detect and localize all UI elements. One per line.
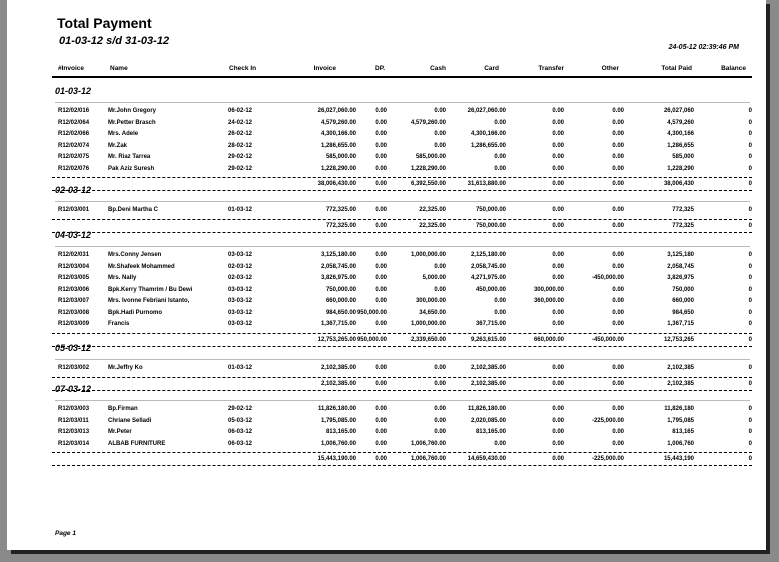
cell-dp: 0.00: [375, 252, 387, 258]
cell-invoice-no: R12/03/004: [58, 263, 90, 270]
cell-name: Bp.Firman: [108, 406, 138, 412]
table-row: [52, 250, 752, 262]
cell-other: 0.00: [612, 440, 624, 447]
cell-check-in: 02-03-12: [228, 263, 253, 270]
cell-other: 0.00: [612, 309, 624, 316]
cell-invoice: 1,286,655.00: [320, 142, 356, 149]
total-cell-card: 750,000.00: [475, 222, 506, 229]
cell-check-in: 24-02-12: [228, 119, 253, 126]
cell-dp: 0.00: [375, 365, 387, 371]
cell-check-in: 26-02-12: [228, 131, 253, 137]
cell-invoice: 26,027,060.00: [317, 108, 356, 114]
cell-balance: 0: [748, 275, 752, 281]
cell-cash: 0.00: [434, 417, 446, 424]
total-cell-invoice: 38,006,430.00: [317, 181, 356, 187]
cell-invoice-no: R12/02/076: [58, 165, 90, 172]
cell-dp: 950,000.00: [356, 309, 387, 316]
cell-total-paid: 3,826,975: [667, 275, 694, 281]
cell-card: 2,020,085.00: [470, 417, 506, 424]
cell-total-paid: 4,579,260: [667, 119, 694, 126]
cell-balance: 0: [748, 298, 752, 304]
cell-cash: 0.00: [434, 429, 446, 435]
total-cell-balance: 0: [748, 181, 752, 187]
cell-check-in: 28-02-12: [228, 142, 253, 149]
cell-invoice-no: R12/03/001: [58, 207, 90, 213]
report-title: Total Payment: [57, 15, 152, 31]
table-row: [52, 308, 752, 320]
cell-cash: 34,650.00: [419, 309, 446, 316]
col-total-paid: Total Paid: [661, 65, 692, 72]
total-cell-balance: 0: [748, 456, 752, 462]
cell-total-paid: 1,795,085: [667, 417, 694, 424]
cell-transfer: 0.00: [552, 142, 564, 149]
cell-balance: 0: [748, 286, 752, 293]
cell-invoice-no: R12/02/064: [58, 119, 90, 126]
col-invoice: Invoice: [313, 65, 336, 72]
cell-balance: 0: [748, 321, 752, 327]
cell-name: Mrs.Conny Jensen: [108, 252, 162, 258]
cell-name: Mr.Jeffry Ko: [108, 365, 143, 371]
total-cell-total-paid: 2,102,385: [667, 380, 694, 387]
cell-transfer: 0.00: [552, 119, 564, 126]
cell-other: 0.00: [612, 286, 624, 293]
total-cell-card: 2,102,385.00: [470, 380, 506, 387]
total-cell-other: -450,000.00: [591, 336, 624, 343]
total-cell-cash: 0.00: [434, 380, 446, 387]
cell-other: 0.00: [612, 263, 624, 270]
table-row: [52, 363, 752, 375]
total-cell-transfer: 0.00: [552, 380, 564, 387]
cell-invoice-no: R12/02/075: [58, 154, 90, 160]
cell-transfer: 0.00: [552, 440, 564, 447]
table-row: [52, 427, 752, 439]
cell-other: 0.00: [612, 298, 624, 304]
cell-invoice-no: R12/02/066: [58, 131, 90, 137]
cell-other: 0.00: [612, 154, 624, 160]
table-row: [52, 152, 752, 164]
cell-dp: 0.00: [375, 298, 387, 304]
cell-balance: 0: [748, 417, 752, 424]
cell-card: 0.00: [494, 154, 506, 160]
cell-name: Mr.Peter: [108, 429, 132, 435]
col-balance: Balance: [721, 65, 746, 72]
cell-transfer: 360,000.00: [533, 298, 564, 304]
cell-invoice-no: R12/03/005: [58, 275, 90, 281]
group-date: 01-03-12: [55, 84, 750, 103]
cell-card: 450,000.00: [475, 286, 506, 293]
table-row: [52, 319, 752, 331]
group-date: 05-03-12: [55, 341, 750, 360]
cell-total-paid: 772,325: [672, 207, 694, 213]
cell-check-in: 01-03-12: [228, 207, 253, 213]
column-header-row: [52, 62, 752, 78]
printed-timestamp: 24-05-12 02:39:46 PM: [668, 44, 739, 51]
cell-invoice-no: R12/02/016: [58, 108, 90, 114]
cell-cash: 22,325.00: [419, 207, 446, 213]
cell-dp: 0.00: [375, 263, 387, 270]
cell-name: Francis: [108, 321, 130, 327]
cell-other: 0.00: [612, 165, 624, 172]
cell-name: Pak Aziz Suresh: [108, 165, 155, 172]
total-cell-transfer: 0.00: [552, 222, 564, 229]
cell-cash: 0.00: [434, 406, 446, 412]
cell-invoice: 4,300,166.00: [320, 131, 356, 137]
table-row: [52, 416, 752, 428]
cell-cash: 1,006,760.00: [410, 440, 446, 447]
cell-dp: 0.00: [375, 286, 387, 293]
cell-total-paid: 4,300,166: [667, 131, 694, 137]
cell-invoice: 2,102,385.00: [320, 365, 356, 371]
cell-check-in: 03-03-12: [228, 321, 253, 327]
cell-transfer: 0.00: [552, 321, 564, 327]
cell-name: Bpk.Kerry Thamrim / Bu Dewi: [108, 286, 193, 293]
total-cell-dp: 950,000.00: [356, 336, 387, 343]
cell-name: Mr. Riaz Tarrea: [108, 154, 151, 160]
cell-check-in: 29-02-12: [228, 154, 253, 160]
cell-total-paid: 660,000: [672, 298, 694, 304]
total-cell-invoice: 2,102,385.00: [320, 380, 356, 387]
table-row: [52, 118, 752, 130]
cell-name: Mr.Petter Brasch: [108, 119, 156, 126]
cell-balance: 0: [748, 154, 752, 160]
cell-transfer: 0.00: [552, 154, 564, 160]
total-cell-transfer: 660,000.00: [533, 336, 564, 343]
cell-invoice: 1,006,760.00: [320, 440, 356, 447]
cell-transfer: 0.00: [552, 275, 564, 281]
cell-name: Bpk.Hadi Purnomo: [108, 309, 163, 316]
cell-other: 0.00: [612, 119, 624, 126]
cell-invoice: 1,228,290.00: [320, 165, 356, 172]
cell-invoice: 3,826,975.00: [320, 275, 356, 281]
cell-balance: 0: [748, 440, 752, 447]
cell-transfer: 0.00: [552, 417, 564, 424]
cell-dp: 0.00: [375, 165, 387, 172]
cell-card: 750,000.00: [475, 207, 506, 213]
cell-card: 813,165.00: [475, 429, 506, 435]
cell-invoice-no: R12/03/008: [58, 309, 90, 316]
cell-transfer: 0.00: [552, 131, 564, 137]
col-card: Card: [484, 65, 499, 72]
total-cell-total-paid: 15,443,190: [663, 456, 694, 462]
cell-cash: 4,579,260.00: [410, 119, 446, 126]
cell-check-in: 06-03-12: [228, 440, 253, 447]
table-row: [52, 404, 752, 416]
table-row: [52, 164, 752, 176]
cell-transfer: 0.00: [552, 263, 564, 270]
cell-total-paid: 1,286,655: [667, 142, 694, 149]
cell-invoice-no: R12/02/074: [58, 142, 90, 149]
total-cell-transfer: 0.00: [552, 456, 564, 462]
cell-transfer: 0.00: [552, 108, 564, 114]
total-cell-card: 31,613,880.00: [467, 181, 506, 187]
table-row: [52, 262, 752, 274]
cell-name: Mr.Shafeek Mohammed: [108, 263, 175, 270]
cell-check-in: 06-03-12: [228, 429, 253, 435]
cell-invoice: 660,000.00: [325, 298, 356, 304]
table-row: [52, 296, 752, 308]
cell-cash: 0.00: [434, 263, 446, 270]
cell-card: 0.00: [494, 440, 506, 447]
cell-invoice: 750,000.00: [325, 286, 356, 293]
cell-other: -450,000.00: [591, 275, 624, 281]
cell-balance: 0: [748, 108, 752, 114]
cell-name: Bp.Deni Martha C: [108, 207, 159, 213]
cell-card: 26,027,060.00: [467, 108, 506, 114]
cell-other: 0.00: [612, 406, 624, 412]
cell-cash: 1,000,000.00: [410, 252, 446, 258]
cell-name: ALBAB FURNITURE: [108, 440, 166, 447]
col-invoice-no: #Invoice: [58, 65, 85, 72]
cell-other: 0.00: [612, 108, 624, 114]
cell-card: 1,286,655.00: [470, 142, 506, 149]
cell-check-in: 29-02-12: [228, 165, 253, 172]
cell-name: Mrs. Nally: [108, 275, 137, 281]
total-cell-card: 9,263,615.00: [470, 336, 506, 343]
cell-total-paid: 1,228,290: [667, 165, 694, 172]
cell-card: 0.00: [494, 309, 506, 316]
cell-name: Mrs. Ivonne Febriani Istanto,: [108, 298, 190, 304]
cell-balance: 0: [748, 406, 752, 412]
cell-invoice: 1,795,085.00: [320, 417, 356, 424]
table-row: [52, 273, 752, 285]
cell-transfer: 0.00: [552, 165, 564, 172]
cell-cash: 0.00: [434, 108, 446, 114]
cell-dp: 0.00: [375, 417, 387, 424]
cell-invoice: 585,000.00: [325, 154, 356, 160]
cell-card: 2,125,180.00: [470, 252, 506, 258]
cell-cash: 0.00: [434, 131, 446, 137]
cell-invoice-no: R12/03/013: [58, 429, 90, 435]
cell-name: Mrs. Adele: [108, 131, 139, 137]
cell-invoice-no: R12/03/011: [58, 417, 89, 424]
cell-other: 0.00: [612, 131, 624, 137]
col-dp: DP.: [375, 65, 385, 72]
cell-total-paid: 2,058,745: [667, 263, 694, 270]
date-group: [52, 382, 752, 466]
cell-cash: 0.00: [434, 142, 446, 149]
cell-dp: 0.00: [375, 119, 387, 126]
cell-dp: 0.00: [375, 440, 387, 447]
cell-balance: 0: [748, 131, 752, 137]
cell-total-paid: 2,102,385: [667, 365, 694, 371]
cell-other: 0.00: [612, 365, 624, 371]
cell-invoice: 813,165.00: [325, 429, 356, 435]
table-row: [52, 285, 752, 297]
total-cell-total-paid: 772,325: [672, 222, 694, 229]
col-other: Other: [601, 65, 619, 72]
cell-balance: 0: [748, 252, 752, 258]
cell-other: -225,000.00: [591, 417, 624, 424]
cell-balance: 0: [748, 365, 752, 371]
total-cell-invoice: 772,325.00: [325, 222, 356, 229]
cell-balance: 0: [748, 207, 752, 213]
cell-cash: 0.00: [434, 286, 446, 293]
cell-card: 0.00: [494, 119, 506, 126]
cell-invoice: 1,367,715.00: [320, 321, 356, 327]
cell-transfer: 0.00: [552, 365, 564, 371]
group-date: 07-03-12: [55, 382, 750, 401]
cell-check-in: 05-03-12: [228, 417, 253, 424]
group-date: 04-03-12: [55, 228, 750, 247]
cell-card: 0.00: [494, 165, 506, 172]
cell-dp: 0.00: [375, 429, 387, 435]
cell-other: 0.00: [612, 252, 624, 258]
cell-total-paid: 26,027,060: [663, 108, 694, 114]
total-cell-cash: 2,339,650.00: [410, 336, 446, 343]
table-row: [52, 439, 752, 451]
cell-transfer: 0.00: [552, 309, 564, 316]
col-name: Name: [110, 65, 128, 72]
table-row: [52, 141, 752, 153]
cell-name: Mr.Zak: [108, 142, 128, 149]
group-date: 02-03-12: [55, 183, 750, 202]
page-number: Page 1: [55, 530, 76, 537]
col-cash: Cash: [430, 65, 446, 72]
cell-name: Mr.John Gregory: [108, 108, 157, 114]
cell-dp: 0.00: [375, 275, 387, 281]
cell-total-paid: 11,826,180: [664, 406, 694, 412]
cell-total-paid: 3,125,180: [667, 252, 694, 258]
cell-balance: 0: [748, 429, 752, 435]
cell-card: 4,300,166.00: [470, 131, 506, 137]
cell-balance: 0: [748, 119, 752, 126]
cell-card: 2,058,745.00: [470, 263, 506, 270]
cell-invoice: 11,826,180.00: [317, 406, 356, 412]
total-cell-other: -225,000.00: [591, 456, 624, 462]
total-cell-cash: 6,392,550.00: [410, 181, 446, 187]
cell-name: Chriane Selladi: [108, 417, 152, 424]
col-check-in: Check In: [229, 65, 257, 72]
total-cell-total-paid: 12,753,265: [663, 336, 694, 343]
cell-balance: 0: [748, 263, 752, 270]
total-cell-other: 0.00: [612, 380, 624, 387]
cell-transfer: 300,000.00: [533, 286, 564, 293]
total-cell-balance: 0: [748, 380, 752, 387]
cell-transfer: 0.00: [552, 207, 564, 213]
cell-invoice-no: R12/03/014: [58, 440, 90, 447]
cell-cash: 585,000.00: [415, 154, 446, 160]
cell-transfer: 0.00: [552, 406, 564, 412]
cell-check-in: 01-03-12: [228, 365, 253, 371]
cell-dp: 0.00: [375, 131, 387, 137]
cell-dp: 0.00: [375, 321, 387, 327]
cell-invoice-no: R12/03/003: [58, 406, 90, 412]
total-cell-invoice: 15,443,190.00: [317, 456, 356, 462]
cell-other: 0.00: [612, 429, 624, 435]
cell-cash: 0.00: [434, 365, 446, 371]
cell-other: 0.00: [612, 207, 624, 213]
table-row: [52, 205, 752, 217]
total-cell-card: 14,659,430.00: [467, 456, 506, 462]
group-total-row: [52, 452, 752, 466]
cell-invoice-no: R12/02/031: [58, 252, 90, 258]
total-cell-other: 0.00: [612, 222, 624, 229]
total-cell-transfer: 0.00: [552, 181, 564, 187]
cell-invoice-no: R12/03/009: [58, 321, 90, 327]
cell-check-in: 03-03-12: [228, 298, 253, 304]
cell-check-in: 03-03-12: [228, 309, 253, 316]
cell-total-paid: 585,000: [672, 154, 694, 160]
table-row: [52, 129, 752, 141]
cell-check-in: 06-02-12: [228, 108, 253, 114]
col-transfer: Transfer: [538, 65, 564, 72]
cell-invoice-no: R12/03/006: [58, 286, 90, 293]
cell-total-paid: 1,367,715: [667, 321, 694, 327]
total-cell-dp: 0.00: [375, 181, 387, 187]
cell-dp: 0.00: [375, 142, 387, 149]
total-cell-invoice: 12,753,265.00: [317, 336, 356, 343]
total-cell-dp: 0.00: [375, 456, 387, 462]
total-cell-cash: 1,006,760.00: [410, 456, 446, 462]
date-group: [52, 228, 752, 347]
cell-card: 0.00: [494, 298, 506, 304]
cell-total-paid: 813,165: [672, 429, 694, 435]
cell-card: 11,826,180.00: [467, 406, 506, 412]
cell-check-in: 02-03-12: [228, 275, 253, 281]
cell-card: 4,271,975.00: [470, 275, 506, 281]
cell-cash: 300,000.00: [415, 298, 446, 304]
cell-total-paid: 750,000: [672, 286, 694, 293]
cell-balance: 0: [748, 142, 752, 149]
cell-cash: 5,000.00: [422, 275, 446, 281]
cell-invoice-no: R12/03/002: [58, 365, 90, 371]
cell-total-paid: 984,650: [672, 309, 694, 316]
cell-cash: 1,000,000.00: [410, 321, 446, 327]
cell-check-in: 03-03-12: [228, 252, 253, 258]
cell-other: 0.00: [612, 142, 624, 149]
cell-balance: 0: [748, 165, 752, 172]
date-group: [52, 84, 752, 191]
report-page: [7, 0, 766, 550]
cell-other: 0.00: [612, 321, 624, 327]
cell-card: 367,715.00: [475, 321, 506, 327]
table-row: [52, 106, 752, 118]
cell-check-in: 29-02-12: [228, 406, 253, 412]
cell-invoice: 3,125,180.00: [320, 252, 356, 258]
date-group: [52, 183, 752, 233]
total-cell-balance: 0: [748, 336, 752, 343]
cell-cash: 1,228,290.00: [410, 165, 446, 172]
cell-total-paid: 1,006,760: [667, 440, 694, 447]
total-cell-dp: 0.00: [375, 380, 387, 387]
cell-dp: 0.00: [375, 108, 387, 114]
total-cell-cash: 22,325.00: [419, 222, 446, 229]
cell-balance: 0: [748, 309, 752, 316]
total-cell-dp: 0.00: [375, 222, 387, 229]
cell-invoice: 4,579,260.00: [320, 119, 356, 126]
cell-dp: 0.00: [375, 207, 387, 213]
cell-check-in: 03-03-12: [228, 286, 253, 293]
cell-dp: 0.00: [375, 406, 387, 412]
cell-dp: 0.00: [375, 154, 387, 160]
cell-card: 2,102,385.00: [470, 365, 506, 371]
cell-invoice: 772,325.00: [325, 207, 356, 213]
total-cell-balance: 0: [748, 222, 752, 229]
cell-transfer: 0.00: [552, 429, 564, 435]
total-cell-total-paid: 38,006,430: [663, 181, 694, 187]
cell-transfer: 0.00: [552, 252, 564, 258]
cell-invoice: 2,058,745.00: [320, 263, 356, 270]
report-period: 01-03-12 s/d 31-03-12: [59, 35, 170, 47]
cell-invoice: 984,650.00: [325, 309, 356, 316]
cell-invoice-no: R12/03/007: [58, 298, 90, 304]
total-cell-other: 0.00: [612, 181, 624, 187]
